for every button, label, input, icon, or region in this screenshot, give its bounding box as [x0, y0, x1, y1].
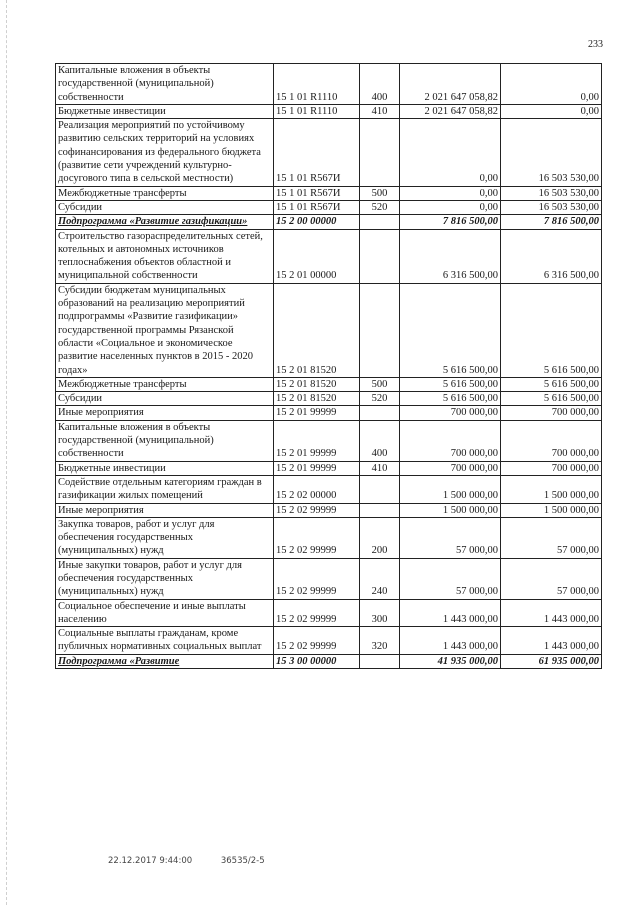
row-code-cell: 15 2 01 81520 [274, 377, 360, 391]
row-name-cell: Субсидии бюджетам муниципальных образований на реализацию мероприятий подпрограммы «Развитие газификации» государственной программы Рязанской области «Социальное и экономическое развитие населенных пунктов в 2015 - 2020 годах» [56, 283, 274, 377]
row-type-cell [360, 119, 400, 186]
row-amount-b-cell: 700 000,00 [501, 420, 602, 461]
row-code-cell: 15 2 02 99999 [274, 558, 360, 599]
row-code-cell: 15 2 01 99999 [274, 420, 360, 461]
table-row [56, 200, 602, 214]
row-amount-b-cell: 1 443 000,00 [501, 627, 602, 655]
row-amount-b-cell: 1 443 000,00 [501, 599, 602, 627]
row-amount-b-cell: 16 503 530,00 [501, 186, 602, 200]
table-row [56, 215, 602, 229]
row-amount-a-cell: 0,00 [400, 186, 501, 200]
page-number: 233 [588, 39, 603, 50]
table-row [56, 599, 602, 627]
row-code-cell: 15 2 01 99999 [274, 461, 360, 475]
row-amount-a-cell: 700 000,00 [400, 420, 501, 461]
row-amount-a-cell: 41 935 000,00 [400, 654, 501, 668]
table-row [56, 283, 602, 377]
row-amount-b-cell: 0,00 [501, 64, 602, 105]
row-name-cell: Социальное обеспечение и иные выплаты населению [56, 599, 274, 627]
table-row [56, 475, 602, 503]
row-code-cell: 15 2 02 99999 [274, 627, 360, 655]
budget-table-body [56, 64, 602, 669]
row-code-cell: 15 2 01 00000 [274, 229, 360, 283]
row-name-cell: Закупка товаров, работ и услуг для обеспечения государственных (муниципальных) нужд [56, 517, 274, 558]
row-name-cell: Иные мероприятия [56, 406, 274, 420]
row-amount-a-cell: 5 616 500,00 [400, 283, 501, 377]
row-name-cell: Субсидии [56, 200, 274, 214]
row-name-cell: Содействие отдельным категориям граждан в газификации жилых помещений [56, 475, 274, 503]
row-name-cell: Субсидии [56, 392, 274, 406]
row-amount-b-cell: 5 616 500,00 [501, 377, 602, 391]
row-amount-b-cell: 57 000,00 [501, 517, 602, 558]
table-row [56, 558, 602, 599]
row-code-cell: 15 1 01 R567И [274, 200, 360, 214]
row-name-cell: Подпрограмма «Развитие [56, 654, 274, 668]
row-type-cell: 400 [360, 420, 400, 461]
row-name-cell: Бюджетные инвестиции [56, 461, 274, 475]
row-name-cell: Капитальные вложения в объекты государственной (муниципальной) собственности [56, 420, 274, 461]
row-code-cell: 15 1 01 R567И [274, 119, 360, 186]
row-code-cell: 15 2 02 99999 [274, 599, 360, 627]
row-amount-b-cell: 5 616 500,00 [501, 283, 602, 377]
row-amount-a-cell: 700 000,00 [400, 461, 501, 475]
row-type-cell [360, 503, 400, 517]
table-row [56, 392, 602, 406]
row-amount-a-cell: 0,00 [400, 200, 501, 214]
row-code-cell: 15 2 01 81520 [274, 392, 360, 406]
row-amount-a-cell: 2 021 647 058,82 [400, 64, 501, 105]
table-row [56, 119, 602, 186]
row-name-cell: Межбюджетные трансферты [56, 377, 274, 391]
row-name-cell: Иные закупки товаров, работ и услуг для обеспечения государственных (муниципальных) нужд [56, 558, 274, 599]
table-row [56, 229, 602, 283]
row-code-cell: 15 1 01 R1110 [274, 64, 360, 105]
row-name-cell: Бюджетные инвестиции [56, 104, 274, 118]
row-type-cell: 520 [360, 392, 400, 406]
table-row [56, 517, 602, 558]
row-name-cell: Реализация мероприятий по устойчивому развитию сельских территорий на условиях софинансирования из федерального бюджета (развитие сети учреждений культурно-досугового типа в сельской местности) [56, 119, 274, 186]
row-code-cell: 15 2 02 99999 [274, 503, 360, 517]
row-type-cell: 410 [360, 461, 400, 475]
table-row [56, 461, 602, 475]
table-row [56, 654, 602, 668]
scan-margin-line [6, 0, 8, 905]
table-row [56, 186, 602, 200]
row-amount-a-cell: 1 500 000,00 [400, 503, 501, 517]
row-type-cell [360, 215, 400, 229]
row-type-cell [360, 475, 400, 503]
row-name-cell: Строительство газораспределительных сетей, котельных и автономных источников теплоснабжения объектов областной и муниципальной собственности [56, 229, 274, 283]
row-amount-a-cell: 6 316 500,00 [400, 229, 501, 283]
footer-doc-id: 36535/2-5 [220, 856, 265, 866]
row-type-cell: 520 [360, 200, 400, 214]
row-type-cell: 240 [360, 558, 400, 599]
row-amount-a-cell: 2 021 647 058,82 [400, 104, 501, 118]
row-code-cell: 15 1 01 R567И [274, 186, 360, 200]
footer-datetime: 22.12.2017 9:44:00 [108, 856, 193, 866]
row-amount-a-cell: 7 816 500,00 [400, 215, 501, 229]
row-amount-a-cell: 0,00 [400, 119, 501, 186]
row-name-cell: Капитальные вложения в объекты государственной (муниципальной) собственности [56, 64, 274, 105]
row-code-cell: 15 2 01 99999 [274, 406, 360, 420]
row-amount-a-cell: 5 616 500,00 [400, 377, 501, 391]
row-amount-a-cell: 1 443 000,00 [400, 627, 501, 655]
row-type-cell: 320 [360, 627, 400, 655]
row-code-cell: 15 1 01 R1110 [274, 104, 360, 118]
row-type-cell: 500 [360, 377, 400, 391]
row-amount-b-cell: 16 503 530,00 [501, 119, 602, 186]
row-amount-b-cell: 7 816 500,00 [501, 215, 602, 229]
budget-table [55, 63, 602, 669]
table-row [56, 406, 602, 420]
row-amount-b-cell: 700 000,00 [501, 461, 602, 475]
table-row [56, 377, 602, 391]
row-type-cell [360, 406, 400, 420]
footer [108, 856, 291, 866]
row-type-cell: 500 [360, 186, 400, 200]
row-amount-a-cell: 57 000,00 [400, 558, 501, 599]
row-name-cell: Подпрограмма «Развитие газификации» [56, 215, 274, 229]
row-type-cell: 200 [360, 517, 400, 558]
row-code-cell: 15 2 00 00000 [274, 215, 360, 229]
table-row [56, 64, 602, 105]
row-name-cell: Иные мероприятия [56, 503, 274, 517]
row-code-cell: 15 2 02 00000 [274, 475, 360, 503]
row-amount-a-cell: 57 000,00 [400, 517, 501, 558]
table-row [56, 104, 602, 118]
row-amount-b-cell: 700 000,00 [501, 406, 602, 420]
row-amount-a-cell: 700 000,00 [400, 406, 501, 420]
row-amount-b-cell: 1 500 000,00 [501, 475, 602, 503]
row-type-cell: 410 [360, 104, 400, 118]
row-type-cell [360, 654, 400, 668]
row-amount-b-cell: 16 503 530,00 [501, 200, 602, 214]
row-name-cell: Социальные выплаты гражданам, кроме публичных нормативных социальных выплат [56, 627, 274, 655]
row-amount-b-cell: 61 935 000,00 [501, 654, 602, 668]
row-code-cell: 15 3 00 00000 [274, 654, 360, 668]
row-amount-b-cell: 1 500 000,00 [501, 503, 602, 517]
row-amount-a-cell: 1 500 000,00 [400, 475, 501, 503]
row-type-cell: 400 [360, 64, 400, 105]
table-row [56, 627, 602, 655]
row-code-cell: 15 2 01 81520 [274, 283, 360, 377]
row-amount-b-cell: 0,00 [501, 104, 602, 118]
row-amount-a-cell: 5 616 500,00 [400, 392, 501, 406]
table-row [56, 503, 602, 517]
row-name-cell: Межбюджетные трансферты [56, 186, 274, 200]
table-row [56, 420, 602, 461]
row-type-cell [360, 229, 400, 283]
row-amount-b-cell: 57 000,00 [501, 558, 602, 599]
row-type-cell: 300 [360, 599, 400, 627]
row-amount-a-cell: 1 443 000,00 [400, 599, 501, 627]
row-code-cell: 15 2 02 99999 [274, 517, 360, 558]
row-type-cell [360, 283, 400, 377]
row-amount-b-cell: 5 616 500,00 [501, 392, 602, 406]
row-amount-b-cell: 6 316 500,00 [501, 229, 602, 283]
